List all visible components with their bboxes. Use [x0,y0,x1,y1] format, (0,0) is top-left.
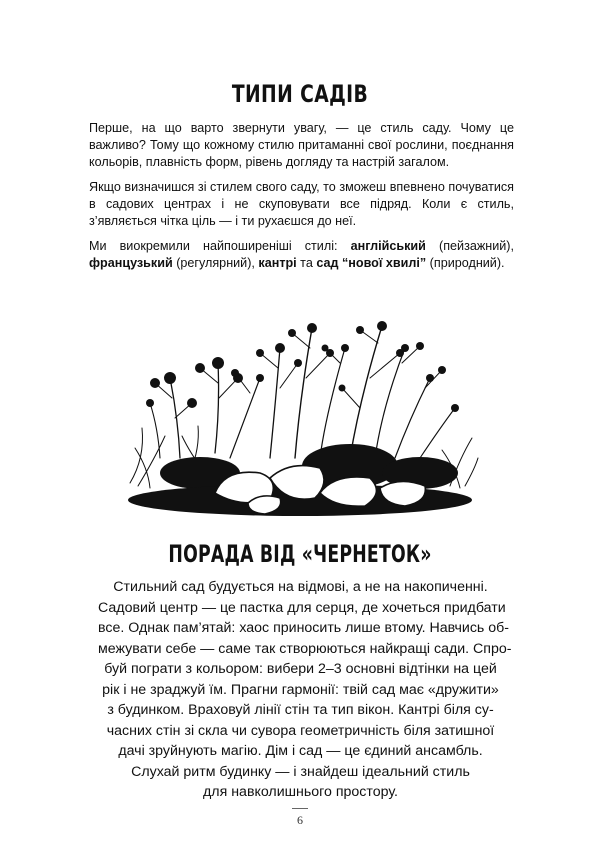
style-new-wave: сад “нової хвилі” [316,256,427,270]
p3-text-4: та [296,256,317,270]
section-heading-garden-types: ТИПИ САДІВ [231,80,369,108]
section-heading-tip: ПОРАДА ВІД «ЧЕРНЕТОК» [168,540,432,568]
tip-line: рік і не зраджуй їм. Прагни гармонії: твій сад має «дружити» [102,681,499,698]
style-french: французький [89,256,173,270]
tip-line: Садовий центр — це пастка для серця, де хочеться придбати [98,599,506,616]
intro-paragraph-3 [89,238,514,272]
tip-text [98,577,512,803]
tip-line: Слухай ритм будинку — і знайдеш ідеальний стиль [131,763,470,780]
garden-bed-illustration [120,308,480,528]
tip-line: межувати себе — саме так створюються найкращі сади. Спро- [98,640,512,657]
tip-line: з будинком. Враховуй лінії стін та тип вікон. Кантрі біля су- [107,702,494,718]
page-number-rule [292,808,308,809]
tip-line: Стильний сад будується на відмові, а не на накопиченні. [113,579,488,595]
intro-paragraph-2: Якщо визначишся зі стилем свого саду, то зможеш впевнено почуватися в садових центрах і не скуповувати все підряд. Коли є стиль, з’являється чітка ціль — і ти рухаєшся до неї. [89,180,514,228]
tip-line: все. Однак пам’ятай: хаос приносить лише втому. Навчись об- [98,620,510,636]
tip-line: часних стін зі скла чи сувора геометричність біля затишної [106,722,495,739]
intro-paragraph-1: Перше, на що варто звернути увагу, — це стиль саду. Чому це важливо? Тому що кожному стилю притаманні свої рослини, поєднання кольорів, плавність форм, рівень догляду та настрій загалом. [89,121,514,169]
style-country: кантрі [258,256,297,270]
p3-text-3: (регулярний), [172,256,259,270]
intro-text [89,120,514,280]
page-number: 6 [297,813,303,827]
p3-text-5: (природний). [426,256,505,270]
tip-line: для навколишнього простору. [203,784,398,800]
p3-text-1: Ми виокремили найпоширеніші стилі: [89,239,351,253]
tip-line: буй пограти з кольором: вибери 2–3 основні відтінки на цей [104,661,497,677]
style-english: англійський [350,239,426,253]
p3-text-2: (пейзажний), [425,239,514,253]
tip-line: дачі зруйнують магію. Дім і сад — це єдиний ансамбль. [118,743,483,759]
